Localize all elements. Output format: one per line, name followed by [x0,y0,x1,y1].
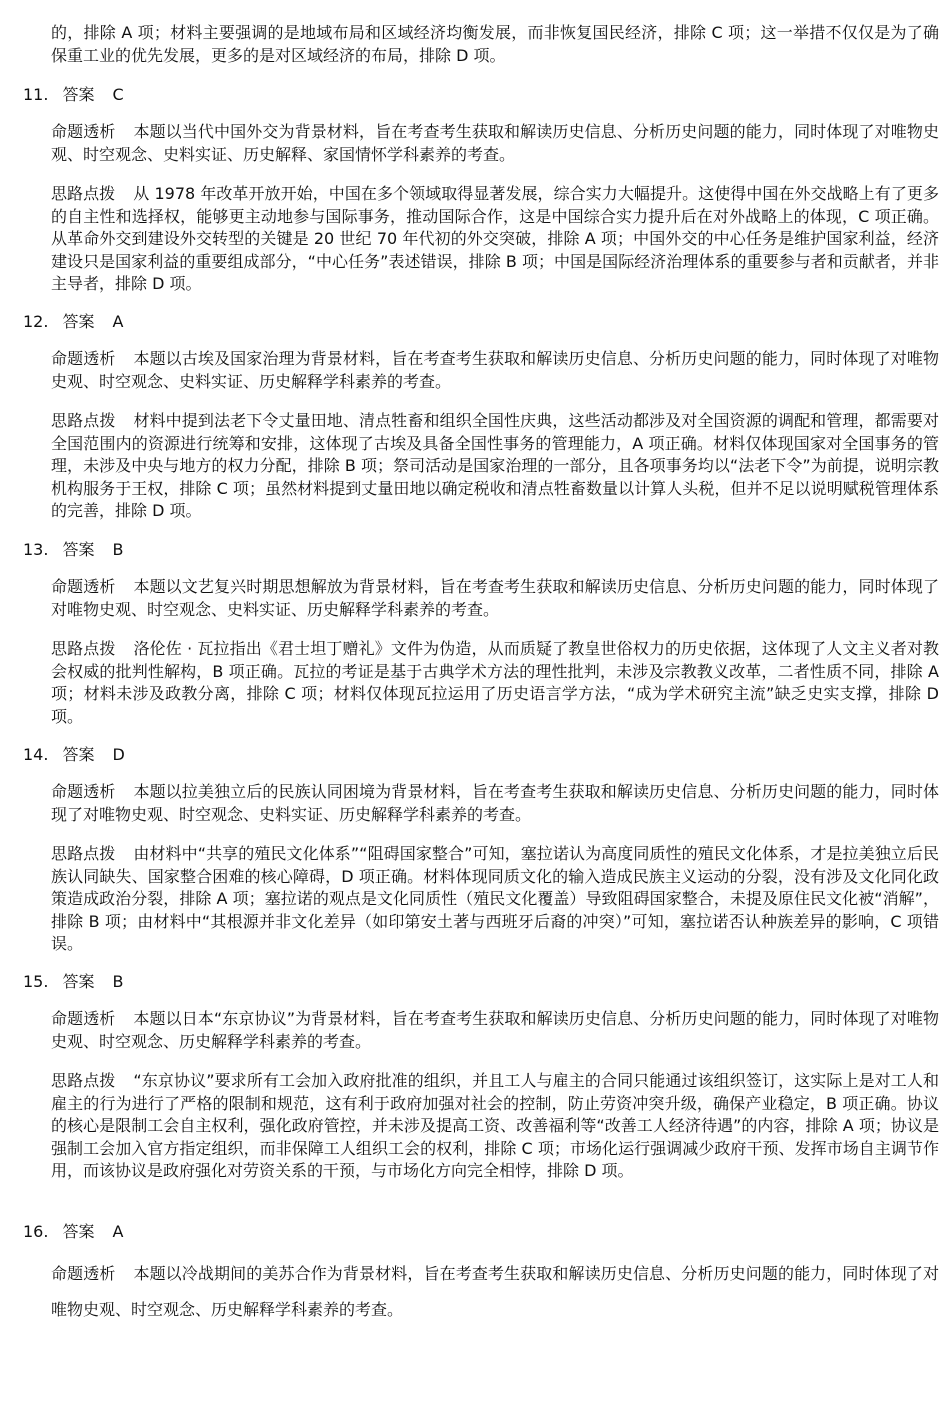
analysis-label: 思路点拨 [51,184,116,203]
answer-option: C [112,85,124,104]
analysis-label: 思路点拨 [51,1071,116,1090]
answer-label: 答案 [62,972,95,991]
question-15-intent [51,1008,939,1053]
question-number: 11. [23,85,49,104]
question-13-analysis [51,638,939,728]
question-14-intent [51,781,939,826]
question-12-analysis [51,410,939,523]
intent-label: 命题透析 [51,782,116,801]
analysis-text: 材料中提到法老下令丈量田地、清点牲畜和组织全国性庆典，这些活动都涉及对全国资源的调配和管理，都需要对全国范围内的资源进行统筹和安排，这体现了古埃及具备全国性事务的管理能力，A 项正确。材料仅体现国家对全国事务的管理，未涉及中央与地方的权力分配，排除 B 项；祭司活动是国家治理的一部分，且各项事务均以“法老下令”为前提，说明宗教机构服务于王权，排除 C 项；虽然材料提到丈量田地以确定税收和清点牲畜数量以计算人头税，但并不足以说明赋税管理体系的完善，排除 D 项。 [51,411,939,520]
intent-text: 本题以当代中国外交为背景材料，旨在考查考生获取和解读历史信息、分析历史问题的能力，同时体现了对唯物史观、时空观念、史料实证、历史解释、家国情怀学科素养的考查。 [51,122,939,164]
question-number: 12. [23,312,49,331]
answer-label: 答案 [62,312,95,331]
intent-text: 本题以拉美独立后的民族认同困境为背景材料，旨在考查考生获取和解读历史信息、分析历史问题的能力，同时体现了对唯物史观、时空观念、史料实证、历史解释学科素养的考查。 [51,782,939,824]
analysis-text: 从 1978 年改革开放开始，中国在多个领域取得显著发展，综合实力大幅提升。这使得中国在外交战略上有了更多的自主性和选择权，能够更主动地参与国际事务，推动国际合作，这是中国综合实力提升后在对外战略上的体现，C 项正确。从革命外交到建设外交转型的关键是 20 世纪 70 年代初的外交突破，排除 A 项；中国外交的中心任务是维护国家利益，经济建设只是国家利益的重要组成部分，“中心任务”表述错误，排除 B 项；中国是国际经济治理体系的重要参与者和贡献者，并非主导者，排除 D 项。 [51,184,939,293]
question-16-intent [51,1256,939,1328]
question-15-analysis [51,1070,939,1183]
intent-label: 命题透析 [51,122,116,141]
analysis-label: 思路点拨 [51,844,116,863]
question-12-intent [51,348,939,393]
answer-label: 答案 [62,745,95,764]
intent-text: 本题以冷战期间的美苏合作为背景材料，旨在考查考生获取和解读历史信息、分析历史问题的能力，同时体现了对唯物史观、时空观念、历史解释学科素养的考查。 [51,1264,939,1319]
analysis-text: 洛伦佐 · 瓦拉指出《君士坦丁赠礼》文件为伪造，从而质疑了教皇世俗权力的历史依据，这体现了人文主义者对教会权威的批判性解构，B 项正确。瓦拉的考证是基于古典学术方法的理性批判，未涉及宗教教义改革，二者性质不同，排除 A 项；材料未涉及政教分离，排除 C 项；材料仅体现瓦拉运用了历史语言学方法，“成为学术研究主流”缺乏史实支撑，排除 D 项。 [51,639,939,726]
intent-label: 命题透析 [51,577,116,596]
continuation-paragraph: 的，排除 A 项；材料主要强调的是地域布局和区域经济均衡发展，而非恢复国民经济，排除 C 项；这一举措不仅仅是为了确保重工业的优先发展，更多的是对区域经济的布局，排除 D 项。 [51,23,939,65]
answer-option: B [112,540,124,559]
question-number: 13. [23,540,49,559]
question-11-header [23,84,124,107]
answer-label: 答案 [62,1222,95,1241]
question-16-header [23,1221,123,1244]
intent-label: 命题透析 [51,1009,116,1028]
question-number: 16. [23,1222,49,1241]
answer-option: A [112,1222,124,1241]
analysis-label: 思路点拨 [51,411,116,430]
analysis-text: “东京协议”要求所有工会加入政府批准的组织，并且工人与雇主的合同只能通过该组织签订，这实际上是对工人和雇主的行为进行了严格的限制和规范，这有利于政府加强对社会的控制，防止劳资冲突升级，确保产业稳定，B 项正确。协议的核心是限制工会自主权利，强化政府管控，并未涉及提高工资、改善福利等“改善工人经济待遇”的内容，排除 A 项；协议是强制工会加入官方指定组织，而非保障工人组织工会的权利，排除 C 项；市场化运行强调减少政府干预、发挥市场自主调节作用，而该协议是政府强化对劳资关系的干预，与市场化方向完全相悖，排除 D 项。 [51,1071,939,1180]
answer-option: B [112,972,124,991]
intent-text: 本题以古埃及国家治理为背景材料，旨在考查考生获取和解读历史信息、分析历史问题的能力，同时体现了对唯物史观、时空观念、史料实证、历史解释学科素养的考查。 [51,349,939,391]
question-13-intent [51,576,939,621]
answer-label: 答案 [62,540,95,559]
question-14-analysis [51,843,939,956]
question-number: 15. [23,972,49,991]
question-13-header [23,539,123,562]
intent-label: 命题透析 [51,349,116,368]
analysis-text: 由材料中“共享的殖民文化体系”“阻碍国家整合”可知，塞拉诺认为高度同质性的殖民文化体系，才是拉美独立后民族认同缺失、国家整合困难的核心障碍，D 项正确。材料体现同质文化的输入造成民族主义运动的分裂，没有涉及文化同化政策造成政治分裂，排除 A 项；塞拉诺的观点是文化同质性（殖民文化覆盖）导致阻碍国家整合，未提及原住民文化被“消解”，排除 B 项；由材料中“其根源并非文化差异（如印第安土著与西班牙后裔的冲突）”可知，塞拉诺否认种族差异的影响，C 项错误。 [51,844,939,953]
question-15-header [23,971,123,994]
question-11-intent [51,121,939,166]
analysis-label: 思路点拨 [51,639,116,658]
intent-text: 本题以日本“东京协议”为背景材料，旨在考查考生获取和解读历史信息、分析历史问题的能力，同时体现了对唯物史观、时空观念、历史解释学科素养的考查。 [51,1009,939,1051]
intent-label: 命题透析 [51,1264,116,1283]
question-number: 14. [23,745,49,764]
question-11-analysis [51,183,939,296]
answer-label: 答案 [62,85,95,104]
intent-text: 本题以文艺复兴时期思想解放为背景材料，旨在考查考生获取和解读历史信息、分析历史问题的能力，同时体现了对唯物史观、时空观念、史料实证、历史解释学科素养的考查。 [51,577,939,619]
question-14-header [23,744,125,767]
question-12-header [23,311,123,334]
answer-option: A [112,312,124,331]
answer-option: D [112,745,125,764]
